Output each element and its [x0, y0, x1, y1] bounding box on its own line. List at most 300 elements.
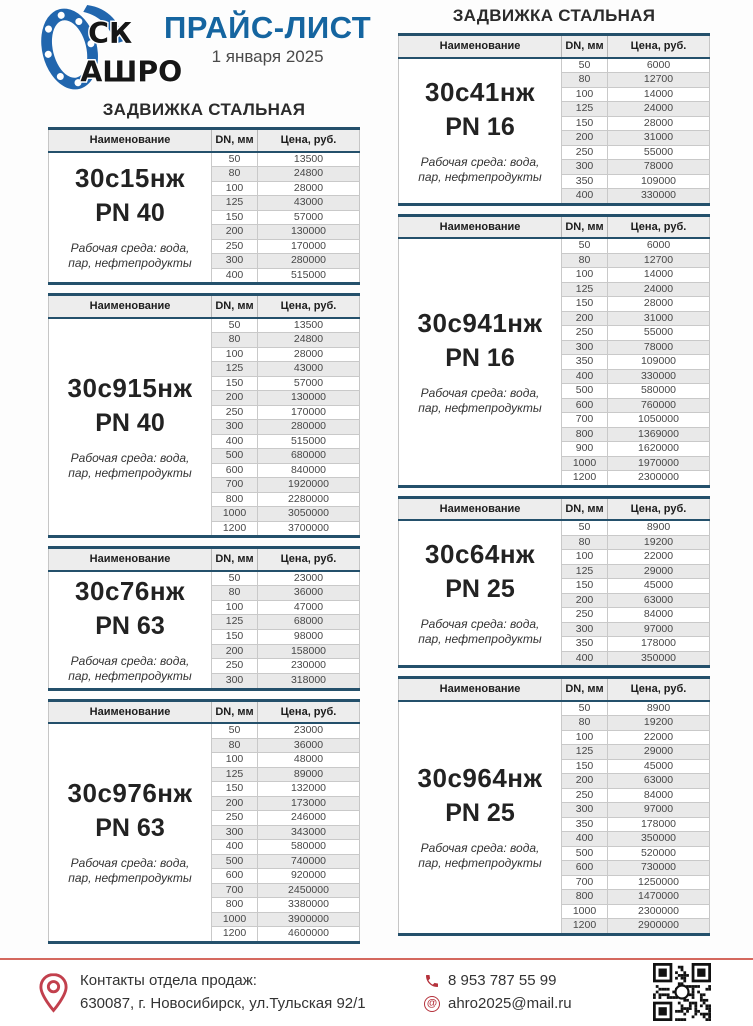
dn-value: 400	[212, 268, 258, 284]
product-pn: PN 63	[95, 611, 165, 640]
price-value: 24800	[258, 333, 360, 348]
contact-phone: 8 953 787 55 99	[448, 972, 557, 989]
price-value: 43000	[258, 362, 360, 377]
product-model: 30с915нж	[67, 372, 193, 403]
price-value: 109000	[608, 355, 710, 370]
price-value: 680000	[258, 449, 360, 464]
price-value: 2450000	[258, 883, 360, 898]
price-value: 740000	[258, 854, 360, 869]
dn-value: 250	[212, 659, 258, 674]
price-value: 3050000	[258, 507, 360, 522]
price-value: 730000	[608, 861, 710, 876]
dn-value: 100	[562, 730, 608, 745]
product-note: Рабочая среда: вода, пар, нефтепродукты	[418, 841, 542, 870]
price-value: 3900000	[258, 912, 360, 927]
dn-value: 100	[212, 600, 258, 615]
product-model: 30с15нж	[75, 163, 185, 194]
column-header-name: Наименование	[399, 678, 562, 701]
dn-value: 1000	[562, 904, 608, 919]
product-note: Рабочая среда: вода, пар, нефтепродукты	[418, 617, 542, 646]
product-model: 30с76нж	[75, 575, 185, 606]
page-title: ПРАЙС-ЛИСТ	[164, 10, 372, 45]
dn-value: 600	[212, 463, 258, 478]
dn-value: 300	[212, 825, 258, 840]
price-value: 78000	[608, 340, 710, 355]
dn-value: 300	[562, 340, 608, 355]
price-value: 3700000	[258, 521, 360, 537]
dn-value: 400	[562, 189, 608, 205]
price-value: 36000	[258, 586, 360, 601]
price-value: 6000	[608, 58, 710, 73]
product-model: 30с976нж	[67, 778, 193, 809]
price-value: 170000	[258, 405, 360, 420]
product-pn: PN 25	[445, 799, 515, 827]
price-value: 23000	[258, 723, 360, 738]
dn-value: 100	[212, 753, 258, 768]
contact-address-block	[80, 970, 366, 1015]
dn-value: 150	[212, 629, 258, 644]
dn-value: 200	[212, 225, 258, 240]
dn-value: 50	[212, 723, 258, 738]
contact-address: 630087, г. Новосибирск, ул.Тульская 92/1	[80, 994, 366, 1012]
dn-value: 125	[562, 282, 608, 297]
dn-value: 100	[562, 550, 608, 565]
column-header-price: Цена, руб.	[608, 35, 710, 58]
dn-value: 200	[212, 796, 258, 811]
product-info-cell	[399, 238, 562, 486]
price-value: 343000	[258, 825, 360, 840]
right-column	[398, 0, 710, 952]
table-header-row	[399, 35, 710, 58]
column-header-dn: DN, мм	[562, 678, 608, 701]
dn-value: 80	[562, 535, 608, 550]
footer	[0, 958, 753, 1024]
price-value: 580000	[608, 384, 710, 399]
table-header-row	[49, 295, 360, 318]
product-note: Рабочая среда: вода, пар, нефтепродукты	[68, 856, 192, 886]
table-header-row	[49, 129, 360, 152]
column-header-name: Наименование	[49, 700, 212, 723]
price-value: 515000	[258, 268, 360, 284]
price-table	[48, 127, 360, 285]
price-value: 2900000	[608, 919, 710, 935]
price-value: 920000	[258, 869, 360, 884]
dn-value: 1200	[562, 919, 608, 935]
price-value: 24000	[608, 102, 710, 117]
column-header-name: Наименование	[49, 129, 212, 152]
dn-value: 100	[562, 87, 608, 102]
dn-value: 150	[212, 782, 258, 797]
dn-value: 400	[562, 651, 608, 667]
company-logo	[32, 4, 183, 99]
price-value: 170000	[258, 239, 360, 254]
price-value: 24800	[258, 167, 360, 182]
logo-text-line2: АШРО	[80, 55, 183, 89]
dn-value: 500	[212, 854, 258, 869]
price-value: 132000	[258, 782, 360, 797]
left-column	[48, 0, 372, 952]
price-value: 22000	[608, 550, 710, 565]
price-value: 515000	[258, 434, 360, 449]
table-row	[399, 701, 710, 716]
price-value: 12700	[608, 73, 710, 88]
product-info-cell	[49, 152, 212, 284]
price-value: 68000	[258, 615, 360, 630]
price-value: 19200	[608, 716, 710, 731]
table-header-row	[399, 678, 710, 701]
price-value: 29000	[608, 745, 710, 760]
price-value: 130000	[258, 391, 360, 406]
price-value: 43000	[258, 196, 360, 211]
dn-value: 150	[212, 210, 258, 225]
price-value: 28000	[608, 297, 710, 312]
dn-value: 50	[562, 701, 608, 716]
price-value: 760000	[608, 398, 710, 413]
price-value: 29000	[608, 564, 710, 579]
product-info-cell	[399, 58, 562, 205]
dn-value: 250	[562, 145, 608, 160]
column-header-price: Цена, руб.	[258, 129, 360, 152]
column-header-dn: DN, мм	[562, 215, 608, 238]
dn-value: 1200	[212, 521, 258, 537]
dn-value: 125	[212, 362, 258, 377]
table-row	[49, 318, 360, 333]
dn-value: 125	[562, 564, 608, 579]
column-header-name: Наименование	[399, 215, 562, 238]
price-value: 178000	[608, 637, 710, 652]
section-heading-left: ЗАДВИЖКА СТАЛЬНАЯ	[102, 100, 306, 119]
dn-value: 1200	[212, 927, 258, 943]
dn-value: 500	[562, 384, 608, 399]
table-row	[399, 520, 710, 535]
dn-value: 250	[562, 788, 608, 803]
product-note: Рабочая среда: вода, пар, нефтепродукты	[68, 653, 192, 683]
dn-value: 350	[562, 174, 608, 189]
dn-value: 700	[562, 413, 608, 428]
price-value: 246000	[258, 811, 360, 826]
price-value: 6000	[608, 238, 710, 253]
dn-value: 1000	[212, 507, 258, 522]
dn-value: 80	[212, 586, 258, 601]
column-header-dn: DN, мм	[212, 700, 258, 723]
product-pn: PN 16	[445, 112, 515, 141]
dn-value: 100	[212, 181, 258, 196]
dn-value: 350	[562, 817, 608, 832]
product-model: 30с64нж	[425, 539, 535, 569]
page-date: 1 января 2025	[211, 47, 324, 66]
dn-value: 50	[562, 58, 608, 73]
dn-value: 800	[562, 890, 608, 905]
table-row	[49, 571, 360, 586]
price-value: 330000	[608, 369, 710, 384]
dn-value: 500	[212, 449, 258, 464]
dn-value: 80	[212, 333, 258, 348]
price-value: 2280000	[258, 492, 360, 507]
price-table	[48, 699, 360, 944]
price-value: 28000	[608, 116, 710, 131]
product-pn: PN 16	[445, 343, 515, 372]
logo-text-line1: СК	[88, 17, 133, 51]
price-value: 1970000	[608, 456, 710, 471]
column-header-dn: DN, мм	[212, 548, 258, 571]
column-header-name: Наименование	[49, 295, 212, 318]
column-header-dn: DN, мм	[562, 35, 608, 58]
dn-value: 500	[562, 846, 608, 861]
dn-value: 150	[562, 759, 608, 774]
dn-value: 80	[562, 716, 608, 731]
price-value: 28000	[258, 347, 360, 362]
dn-value: 200	[212, 391, 258, 406]
column-header-name: Наименование	[399, 497, 562, 520]
dn-value: 300	[212, 673, 258, 689]
price-value: 63000	[608, 774, 710, 789]
product-note: Рабочая среда: вода, пар, нефтепродукты	[68, 450, 192, 480]
price-value: 31000	[608, 131, 710, 146]
price-value: 13500	[258, 318, 360, 333]
dn-value: 150	[562, 579, 608, 594]
price-value: 28000	[258, 181, 360, 196]
dn-value: 150	[212, 376, 258, 391]
price-value: 8900	[608, 701, 710, 716]
price-value: 45000	[608, 759, 710, 774]
title-block	[164, 4, 371, 67]
column-header-price: Цена, руб.	[608, 497, 710, 520]
price-value: 158000	[258, 644, 360, 659]
left-tables-container	[48, 127, 360, 952]
dn-value: 600	[212, 869, 258, 884]
phone-icon	[424, 973, 440, 989]
product-pn: PN 63	[95, 814, 165, 843]
price-value: 89000	[258, 767, 360, 782]
price-value: 57000	[258, 210, 360, 225]
section-heading-right: ЗАДВИЖКА СТАЛЬНАЯ	[452, 6, 656, 25]
dn-value: 125	[212, 767, 258, 782]
price-value: 1470000	[608, 890, 710, 905]
dn-value: 50	[562, 520, 608, 535]
price-value: 520000	[608, 846, 710, 861]
price-value: 840000	[258, 463, 360, 478]
product-info-cell	[49, 571, 212, 690]
price-value: 78000	[608, 160, 710, 175]
dn-value: 350	[562, 355, 608, 370]
dn-value: 125	[562, 745, 608, 760]
dn-value: 80	[562, 253, 608, 268]
price-value: 230000	[258, 659, 360, 674]
dn-value: 125	[212, 196, 258, 211]
price-value: 330000	[608, 189, 710, 205]
dn-value: 1200	[562, 471, 608, 487]
right-tables-container	[398, 33, 710, 944]
price-value: 31000	[608, 311, 710, 326]
column-header-price: Цена, руб.	[608, 678, 710, 701]
price-value: 12700	[608, 253, 710, 268]
dn-value: 80	[562, 73, 608, 88]
dn-value: 800	[212, 898, 258, 913]
dn-value: 700	[562, 875, 608, 890]
contact-email: ahro2025@mail.ru	[448, 995, 572, 1012]
price-value: 55000	[608, 145, 710, 160]
price-table	[398, 214, 710, 488]
price-value: 1920000	[258, 478, 360, 493]
page-header	[48, 4, 372, 96]
column-header-dn: DN, мм	[212, 129, 258, 152]
price-value: 55000	[608, 326, 710, 341]
dn-value: 300	[562, 622, 608, 637]
dn-value: 50	[562, 238, 608, 253]
dn-value: 300	[562, 160, 608, 175]
table-header-row	[399, 497, 710, 520]
dn-value: 50	[212, 571, 258, 586]
product-info-cell	[399, 701, 562, 935]
price-table	[398, 33, 710, 206]
price-value: 318000	[258, 673, 360, 689]
dn-value: 100	[562, 268, 608, 283]
dn-value: 400	[562, 832, 608, 847]
product-model: 30с941нж	[417, 307, 543, 338]
price-value: 14000	[608, 87, 710, 102]
product-model: 30с964нж	[417, 763, 543, 793]
table-header-row	[49, 700, 360, 723]
product-note: Рабочая среда: вода, пар, нефтепродукты	[418, 385, 542, 415]
product-model: 30с41нж	[425, 76, 535, 107]
price-value: 84000	[608, 608, 710, 623]
dn-value: 400	[562, 369, 608, 384]
price-value: 350000	[608, 832, 710, 847]
dn-value: 80	[212, 738, 258, 753]
location-pin-icon	[38, 972, 69, 1018]
price-table	[398, 496, 710, 669]
dn-value: 50	[212, 152, 258, 167]
price-value: 45000	[608, 579, 710, 594]
flange-logo-icon	[32, 4, 183, 94]
price-value: 97000	[608, 622, 710, 637]
dn-value: 200	[562, 593, 608, 608]
table-row	[399, 58, 710, 73]
price-value: 280000	[258, 420, 360, 435]
dn-value: 150	[562, 116, 608, 131]
dn-value: 350	[562, 637, 608, 652]
dn-value: 200	[562, 311, 608, 326]
dn-value: 150	[562, 297, 608, 312]
dn-value: 80	[212, 167, 258, 182]
dn-value: 300	[562, 803, 608, 818]
dn-value: 250	[562, 608, 608, 623]
column-header-dn: DN, мм	[562, 497, 608, 520]
contact-email-row	[424, 992, 572, 1015]
price-value: 48000	[258, 753, 360, 768]
price-value: 24000	[608, 282, 710, 297]
dn-value: 250	[212, 811, 258, 826]
contact-phone-block	[424, 969, 572, 1015]
product-info-cell	[49, 723, 212, 942]
price-value: 109000	[608, 174, 710, 189]
column-header-price: Цена, руб.	[258, 548, 360, 571]
price-value: 1250000	[608, 875, 710, 890]
product-info-cell	[399, 520, 562, 667]
price-value: 3380000	[258, 898, 360, 913]
price-value: 36000	[258, 738, 360, 753]
contacts-title: Контакты отдела продаж:	[80, 972, 257, 989]
price-table	[398, 676, 710, 936]
column-header-price: Цена, руб.	[608, 215, 710, 238]
dn-value: 700	[212, 883, 258, 898]
dn-value: 900	[562, 442, 608, 457]
price-table	[48, 546, 360, 691]
contact-phone-row	[424, 969, 572, 992]
price-value: 2300000	[608, 904, 710, 919]
price-value: 97000	[608, 803, 710, 818]
product-note: Рабочая среда: вода, пар, нефтепродукты	[418, 154, 542, 184]
dn-value: 300	[212, 254, 258, 269]
dn-value: 200	[562, 774, 608, 789]
column-header-price: Цена, руб.	[258, 295, 360, 318]
product-note: Рабочая среда: вода, пар, нефтепродукты	[68, 241, 192, 271]
price-value: 14000	[608, 268, 710, 283]
price-table	[48, 293, 360, 538]
table-header-row	[49, 548, 360, 571]
table-row	[399, 238, 710, 253]
table-row	[49, 152, 360, 167]
price-value: 57000	[258, 376, 360, 391]
dn-value: 1000	[562, 456, 608, 471]
price-value: 1050000	[608, 413, 710, 428]
dn-value: 250	[212, 239, 258, 254]
dn-value: 400	[212, 840, 258, 855]
dn-value: 250	[212, 405, 258, 420]
price-value: 580000	[258, 840, 360, 855]
price-value: 8900	[608, 520, 710, 535]
dn-value: 125	[212, 615, 258, 630]
dn-value: 400	[212, 434, 258, 449]
dn-value: 300	[212, 420, 258, 435]
price-value: 2300000	[608, 471, 710, 487]
price-value: 19200	[608, 535, 710, 550]
product-pn: PN 40	[95, 199, 165, 228]
price-value: 178000	[608, 817, 710, 832]
price-value: 84000	[608, 788, 710, 803]
column-header-dn: DN, мм	[212, 295, 258, 318]
qr-code	[653, 963, 711, 1021]
price-value: 4600000	[258, 927, 360, 943]
price-value: 1369000	[608, 427, 710, 442]
price-value: 173000	[258, 796, 360, 811]
price-value: 13500	[258, 152, 360, 167]
price-value: 22000	[608, 730, 710, 745]
price-value: 350000	[608, 651, 710, 667]
dn-value: 250	[562, 326, 608, 341]
price-value: 63000	[608, 593, 710, 608]
dn-value: 800	[212, 492, 258, 507]
dn-value: 700	[212, 478, 258, 493]
column-header-price: Цена, руб.	[258, 700, 360, 723]
product-pn: PN 40	[95, 408, 165, 437]
dn-value: 600	[562, 398, 608, 413]
dn-value: 800	[562, 427, 608, 442]
price-value: 47000	[258, 600, 360, 615]
dn-value: 1000	[212, 912, 258, 927]
price-value: 1620000	[608, 442, 710, 457]
price-value: 98000	[258, 629, 360, 644]
dn-value: 100	[212, 347, 258, 362]
dn-value: 200	[562, 131, 608, 146]
dn-value: 50	[212, 318, 258, 333]
price-value: 23000	[258, 571, 360, 586]
table-row	[49, 723, 360, 738]
dn-value: 600	[562, 861, 608, 876]
product-pn: PN 25	[445, 575, 515, 603]
email-icon: @	[424, 996, 440, 1012]
price-value: 280000	[258, 254, 360, 269]
